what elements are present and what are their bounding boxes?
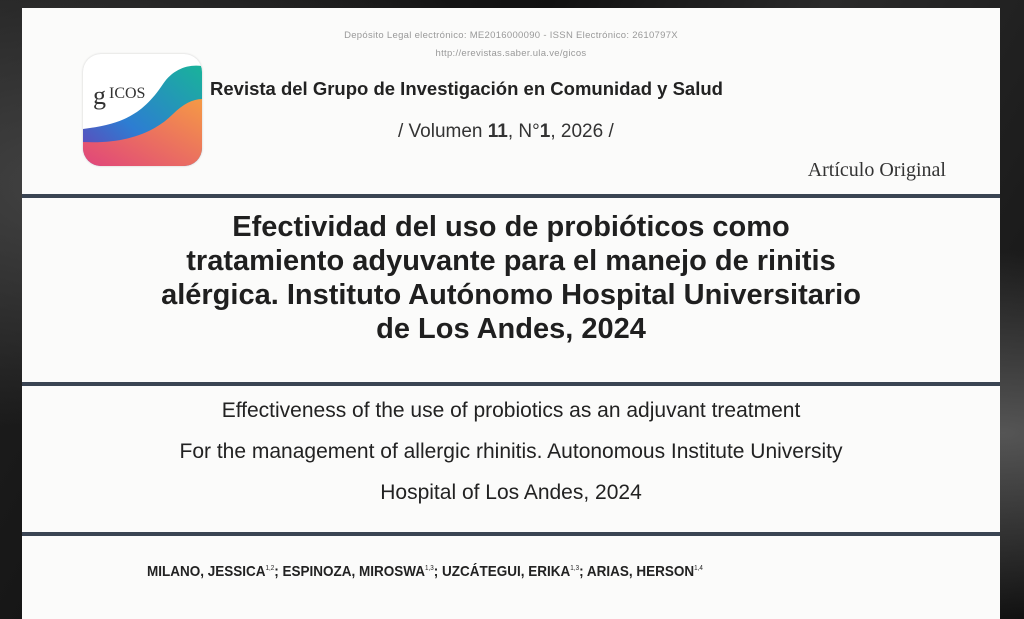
author-list: MILANO, JESSICA$^{1,2}$; ESPINOZA, MIROSWA$^{1,3}$; UZCÁTEGUI, ERIKA$^{1,3}$; ARIAS, HERSON$^{1,4}$ — [147, 563, 703, 580]
legal-deposit: Depósito Legal electrónico: ME2016000090 - ISSN Electrónico: 2610797X — [344, 30, 678, 41]
title-spanish: Efectividad del uso de probióticos como tratamiento adyuvante para el manejo de rinitis alérgica. Instituto Autónomo Hospital Universitario de Los Andes, 2024 — [161, 211, 861, 345]
journal-url[interactable]: http://erevistas.saber.ula.ve/gicos — [435, 48, 587, 59]
title-english: Effectiveness of the use of probiotics as an adjuvant treatment For the management of allergic rhinitis. Autonomous Institute University Hospital of Los Andes, 2024 — [179, 399, 843, 504]
svg-text:ICOS: ICOS — [109, 85, 146, 102]
volume-info: / Volumen 11, N°1, 2026 / — [398, 121, 614, 142]
divider — [22, 194, 1000, 198]
divider — [22, 532, 1000, 536]
svg-text:g: g — [93, 81, 106, 110]
document-page — [22, 8, 1000, 619]
gicos-logo — [83, 54, 202, 166]
journal-name: Revista del Grupo de Investigación en Comunidad y Salud — [210, 78, 723, 99]
divider — [22, 382, 1000, 386]
article-type: Artículo Original — [807, 159, 946, 181]
